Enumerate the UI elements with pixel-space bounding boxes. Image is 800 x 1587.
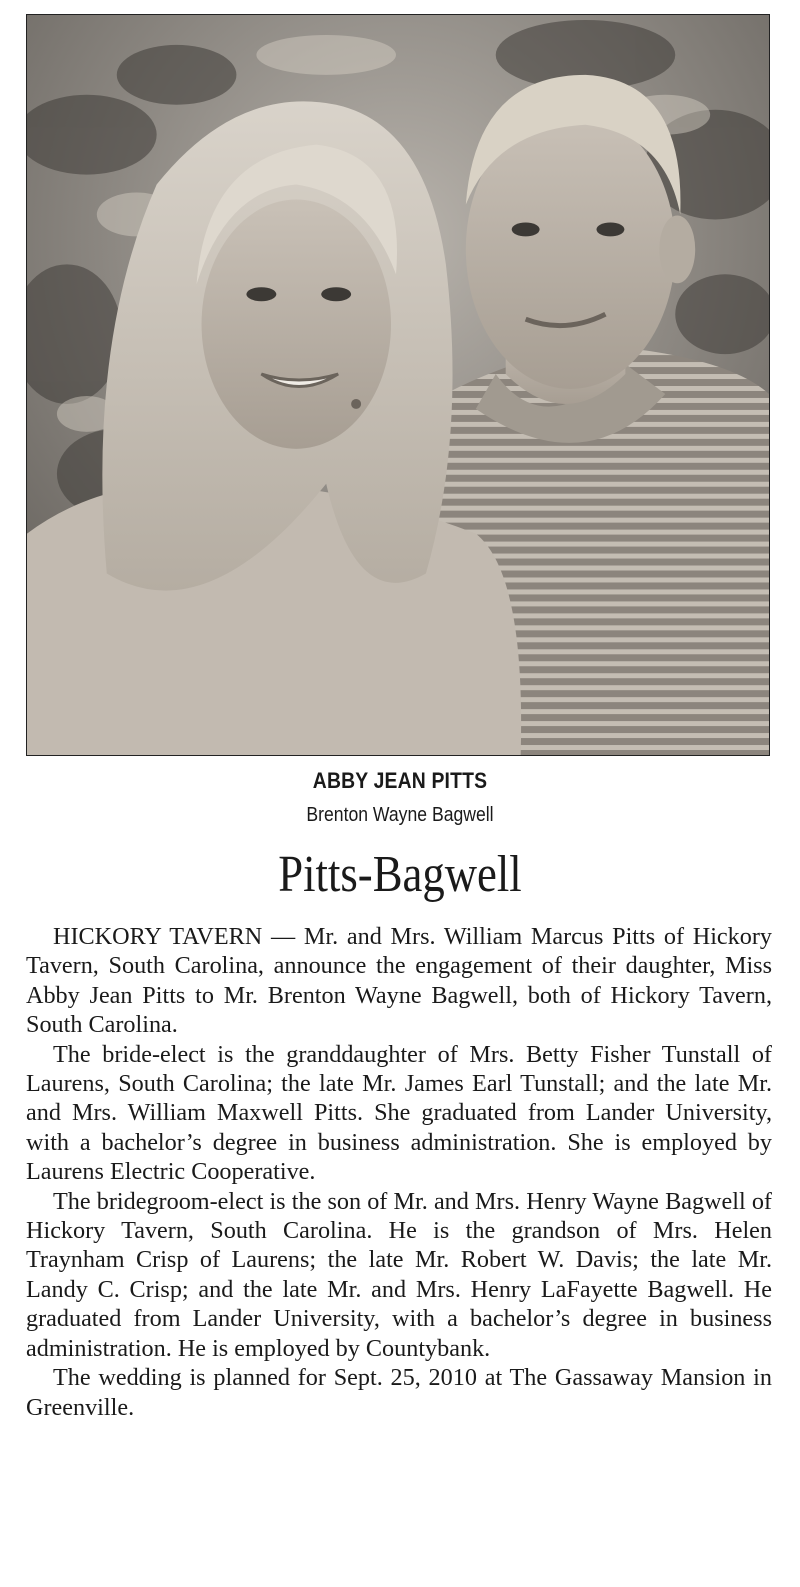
photo-caption-name: ABBY JEAN PITTS — [312, 768, 488, 793]
article-headline: Pitts-Bagwell — [278, 846, 522, 903]
photo-caption-subname: Brenton Wayne Bagwell — [306, 804, 494, 826]
paragraph: The wedding is planned for Sept. 25, 2010 at The Gassaway Mansion in Greenville. — [26, 1364, 772, 1421]
paragraph: The bridegroom-elect is the son of Mr. and Mrs. Henry Wayne Bagwell of Hickory Tavern, South Carolina. He is the grandson of Mrs. Helen Traynham Crisp of Laurens; the late Mr. Robert W. Davis; the late Mr. Landy C. Crisp; and the late Mr. and Mrs. Henry LaFayette Bagwell. He graduated from Lander University, with a bachelor’s degree in business administration. He is employed by Countybank. — [26, 1187, 772, 1362]
paragraph: The bride-elect is the granddaughter of Mrs. Betty Fisher Tunstall of Laurens, South Carolina; the late Mr. James Earl Tunstall; and the late Mr. and Mrs. William Maxwell Pitts. She graduated from Lander University, with a bachelor’s degree in business administration. She is employed by Laurens Electric Cooperative. — [26, 1040, 772, 1186]
paragraph: HICKORY TAVERN — Mr. and Mrs. William Marcus Pitts of Hickory Tavern, South Carolina, announce the engagement of their daughter, Miss Abby Jean Pitts to Mr. Brenton Wayne Bagwell, both of Hickory Tavern, South Carolina. — [26, 923, 772, 1039]
couple-portrait-photo — [26, 14, 770, 756]
article-body — [26, 922, 772, 1422]
